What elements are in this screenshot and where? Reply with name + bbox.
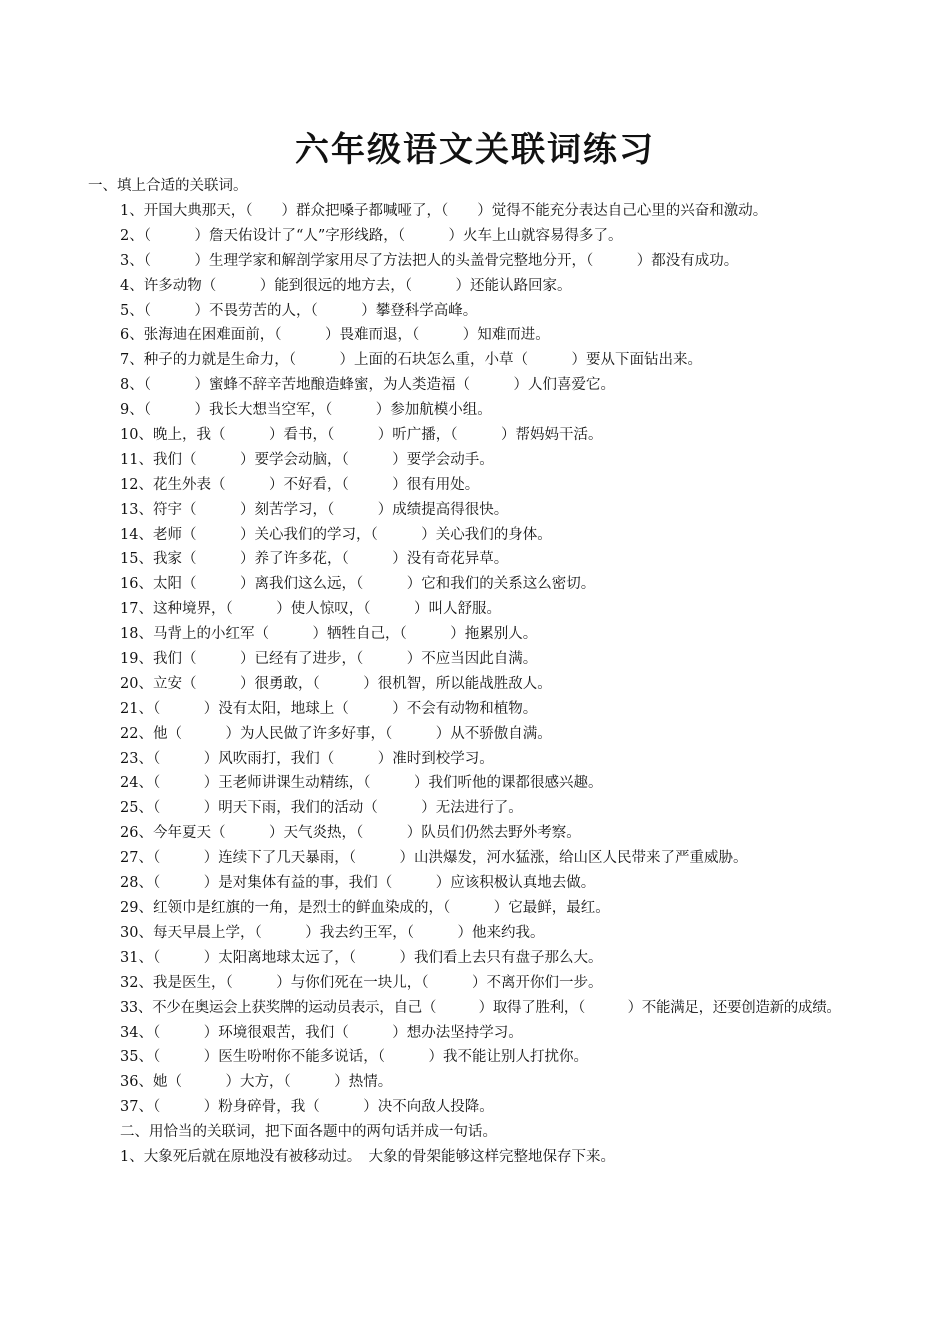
exercise-item (0, 523, 950, 548)
exercise-number: 13 (120, 501, 139, 518)
exercise-item (0, 896, 950, 921)
exercise-item (0, 1021, 950, 1046)
exercise-separator: 、 (138, 501, 153, 518)
exercise-separator: 、 (138, 476, 153, 493)
exercise-item (0, 946, 950, 971)
exercise-separator: 、 (138, 875, 153, 892)
exercise-text: 我是医生，（ ）与你们死在一块儿，（ ）不离开你们一步。 (152, 974, 603, 991)
exercise-text: （ ）王老师讲课生动精练，（ ）我们听他的课都很感兴趣。 (152, 775, 603, 792)
exercise-text: 开国大典那天，（ ）群众把嗓子都喊哑了，（ ）觉得不能充分表达自己心里的兴奋和激动。 (143, 203, 768, 219)
exercise-separator: 、 (138, 576, 153, 593)
exercise-item (0, 473, 950, 498)
exercise-item (0, 1070, 950, 1095)
exercise-text: 这种境界，（ ）使人惊叹，（ ）叫人舒服。 (152, 601, 501, 618)
exercise-separator: 、 (138, 1099, 153, 1116)
exercise-text: 我们（ ）已经有了进步，（ ）不应当因此自满。 (152, 651, 538, 668)
exercise-number: 30 (120, 924, 139, 941)
exercise-separator: 、 (138, 850, 153, 867)
exercise-item (0, 821, 950, 846)
exercise-item (0, 348, 950, 373)
exercise-text: 种子的力就是生命力，（ ）上面的石块怎么重，小草（ ）要从下面钻出来。 (143, 352, 702, 369)
exercise-separator: 、 (129, 1148, 144, 1165)
section-heading-2: 二、用恰当的关联词，把下面各题中的两句话并成一句话。 (120, 1124, 497, 1141)
exercise-item (0, 672, 950, 697)
exercise-number: 11 (120, 451, 139, 468)
exercise-number: 3 (120, 252, 130, 269)
exercise-text: （ ）连续下了几天暴雨，（ ）山洪爆发，河水猛涨，给山区人民带来了严重威胁。 (152, 850, 748, 867)
exercise-text: （ ）没有太阳，地球上（ ）不会有动物和植物。 (152, 700, 538, 717)
exercise-number: 19 (120, 651, 139, 668)
exercise-text: （ ）蜜蜂不辞辛苦地酿造蜂蜜，为人类造福（ ）人们喜爱它。 (143, 377, 615, 394)
exercise-number: 10 (120, 427, 139, 444)
exercise-text: （ ）医生吩咐你不能多说话，（ ）我不能让别人打扰你。 (152, 1049, 588, 1066)
exercise-number: 4 (120, 277, 130, 294)
exercise-separator: 、 (138, 526, 153, 543)
exercise-item (0, 498, 950, 523)
exercise-text: 我家（ ）养了许多花，（ ）没有奇花异草。 (152, 551, 509, 568)
exercise-separator: 、 (138, 1024, 153, 1041)
exercise-number: 28 (120, 875, 139, 892)
exercise-text: 符宇（ ）刻苦学习，（ ）成绩提高得很快。 (152, 501, 509, 518)
exercise-text: （ ）是对集体有益的事，我们（ ）应该积极认真地去做。 (152, 875, 596, 892)
exercise-item (0, 224, 950, 249)
exercise-separator: 、 (138, 1049, 153, 1066)
exercise-text: 不少在奥运会上获奖牌的运动员表示，自己（ ）取得了胜利，（ ）不能满足，还要创造新的成绩。 (152, 999, 841, 1016)
exercise-text: （ ）风吹雨打，我们（ ）准时到校学习。 (152, 750, 494, 767)
exercise-text: 每天早晨上学，（ ）我去约王军，（ ）他来约我。 (152, 924, 545, 941)
exercise-text: （ ）粉身碎骨，我（ ）决不向敌人投降。 (152, 1099, 494, 1116)
exercise-text: 他（ ）为人民做了许多好事，（ ）从不骄傲自满。 (152, 725, 552, 742)
page-title: 六年级语文关联词练习 (295, 130, 655, 170)
exercise-item (0, 547, 950, 572)
exercise-item (0, 921, 950, 946)
merge-sentence-item (0, 1145, 950, 1170)
exercise-separator: 、 (138, 800, 153, 817)
exercise-number: 24 (120, 775, 139, 792)
exercise-item (0, 622, 950, 647)
exercise-separator: 、 (138, 899, 153, 916)
exercise-separator: 、 (129, 377, 144, 394)
exercise-number: 32 (120, 974, 139, 991)
exercise-number: 2 (120, 227, 130, 244)
exercise-number: 29 (120, 899, 139, 916)
exercise-separator: 、 (138, 601, 153, 618)
exercise-text: 花生外表（ ）不好看，（ ）很有用处。 (152, 476, 480, 493)
exercise-number: 7 (120, 352, 130, 369)
exercise-number: 26 (120, 825, 139, 842)
exercise-item (0, 323, 950, 348)
exercise-text: 太阳（ ）离我们这么远，（ ）它和我们的关系这么密切。 (152, 576, 596, 593)
exercise-separator: 、 (138, 651, 153, 668)
exercise-item (0, 796, 950, 821)
exercise-separator: 、 (138, 1074, 153, 1091)
exercise-separator: 、 (129, 277, 144, 294)
exercise-number: 5 (120, 302, 130, 319)
exercise-number: 31 (120, 949, 139, 966)
exercise-separator: 、 (138, 551, 153, 568)
exercise-separator: 、 (137, 999, 153, 1016)
exercise-text: 大象死后就在原地没有被移动过。 大象的骨架能够这样完整地保存下来。 (143, 1148, 615, 1165)
exercise-item (0, 747, 950, 772)
exercise-separator: 、 (138, 675, 153, 692)
exercise-number: 1 (120, 1148, 130, 1165)
exercise-text: （ ）太阳离地球太远了，（ ）我们看上去只有盘子那么大。 (152, 949, 603, 966)
exercise-separator: 、 (138, 825, 153, 842)
exercise-number: 33 (120, 999, 138, 1016)
exercise-number: 9 (120, 402, 130, 419)
exercise-separator: 、 (138, 775, 153, 792)
exercise-number: 21 (120, 700, 139, 717)
exercise-text: 张海迪在困难面前，（ ）畏难而退，（ ）知难而进。 (143, 327, 550, 344)
exercise-separator: 、 (138, 725, 153, 742)
exercise-text: （ ）不畏劳苦的人，（ ）攀登科学高峰。 (143, 302, 478, 319)
exercise-number: 22 (120, 725, 139, 742)
exercise-number: 1 (120, 203, 130, 219)
exercise-text: 晚上，我（ ）看书，（ ）听广播，（ ）帮妈妈干活。 (152, 427, 603, 444)
exercise-item (0, 249, 950, 274)
exercise-separator: 、 (129, 352, 144, 369)
exercise-text: 许多动物（ ）能到很远的地方去，（ ）还能认路回家。 (143, 277, 572, 294)
exercise-text: 我们（ ）要学会动脑，（ ）要学会动手。 (152, 451, 494, 468)
exercise-item (0, 597, 950, 622)
exercise-number: 35 (120, 1049, 139, 1066)
exercise-separator: 、 (129, 252, 144, 269)
exercise-number: 20 (120, 675, 139, 692)
exercise-item (0, 448, 950, 473)
exercise-item (0, 697, 950, 722)
exercise-text: 立安（ ）很勇敢，（ ）很机智，所以能战胜敌人。 (152, 675, 552, 692)
exercise-number: 34 (120, 1024, 139, 1041)
exercise-item (0, 572, 950, 597)
exercise-text: （ ）我长大想当空军，（ ）参加航模小组。 (143, 402, 492, 419)
exercise-number: 16 (120, 576, 139, 593)
exercise-text: 今年夏天（ ）天气炎热，（ ）队员们仍然去野外考察。 (152, 825, 581, 842)
exercise-text: （ ）生理学家和解剖学家用尽了方法把人的头盖骨完整地分开，（ ）都没有成功。 (143, 252, 739, 269)
exercise-number: 36 (120, 1074, 139, 1091)
exercise-text: （ ）明天下雨，我们的活动（ ）无法进行了。 (152, 800, 523, 817)
exercise-number: 12 (120, 476, 139, 493)
exercise-separator: 、 (129, 203, 144, 219)
exercise-text: 马背上的小红军（ ）牺牲自己，（ ）拖累别人。 (152, 626, 538, 643)
exercise-text: 红领巾是红旗的一角，是烈士的鲜血染成的，（ ）它最鲜，最红。 (152, 899, 610, 916)
section-heading-1: 一、填上合适的关联词。 (88, 178, 248, 194)
exercise-separator: 、 (138, 924, 153, 941)
exercise-text: 她（ ）大方，（ ）热情。 (152, 1074, 393, 1091)
exercise-separator: 、 (138, 700, 153, 717)
exercise-number: 8 (120, 377, 130, 394)
exercise-separator: 、 (129, 402, 144, 419)
exercise-item (0, 423, 950, 448)
exercise-item (0, 647, 950, 672)
exercise-item (0, 398, 950, 423)
exercise-item (0, 722, 950, 747)
exercise-separator: 、 (138, 427, 153, 444)
exercise-text: （ ）环境很艰苦，我们（ ）想办法坚持学习。 (152, 1024, 523, 1041)
exercise-number: 25 (120, 800, 139, 817)
exercise-separator: 、 (129, 327, 144, 344)
exercise-separator: 、 (138, 949, 153, 966)
exercise-separator: 、 (129, 302, 144, 319)
exercise-item (0, 771, 950, 796)
exercise-item (0, 1095, 950, 1120)
exercise-item (0, 274, 950, 299)
exercise-text: 老师（ ）关心我们的学习，（ ）关心我们的身体。 (152, 526, 552, 543)
exercise-item (0, 971, 950, 996)
exercise-separator: 、 (138, 750, 153, 767)
exercise-number: 23 (120, 750, 139, 767)
exercise-item (0, 299, 950, 324)
exercise-number: 17 (120, 601, 139, 618)
exercise-separator: 、 (129, 227, 144, 244)
exercise-list (0, 199, 950, 1170)
exercise-item (0, 199, 950, 224)
exercise-item (0, 373, 950, 398)
exercise-item (0, 871, 950, 896)
exercise-item (0, 1045, 950, 1070)
exercise-number: 6 (120, 327, 130, 344)
exercise-item (0, 996, 950, 1021)
exercise-number: 14 (120, 526, 139, 543)
exercise-number: 18 (120, 626, 139, 643)
exercise-separator: 、 (138, 451, 153, 468)
exercise-separator: 、 (138, 974, 153, 991)
exercise-number: 27 (120, 850, 139, 867)
exercise-number: 15 (120, 551, 139, 568)
exercise-number: 37 (120, 1099, 139, 1116)
exercise-text: （ ）詹天佑设计了“人”字形线路，（ ）火车上山就容易得多了。 (143, 227, 623, 244)
exercise-item (0, 846, 950, 871)
exercise-separator: 、 (138, 626, 153, 643)
